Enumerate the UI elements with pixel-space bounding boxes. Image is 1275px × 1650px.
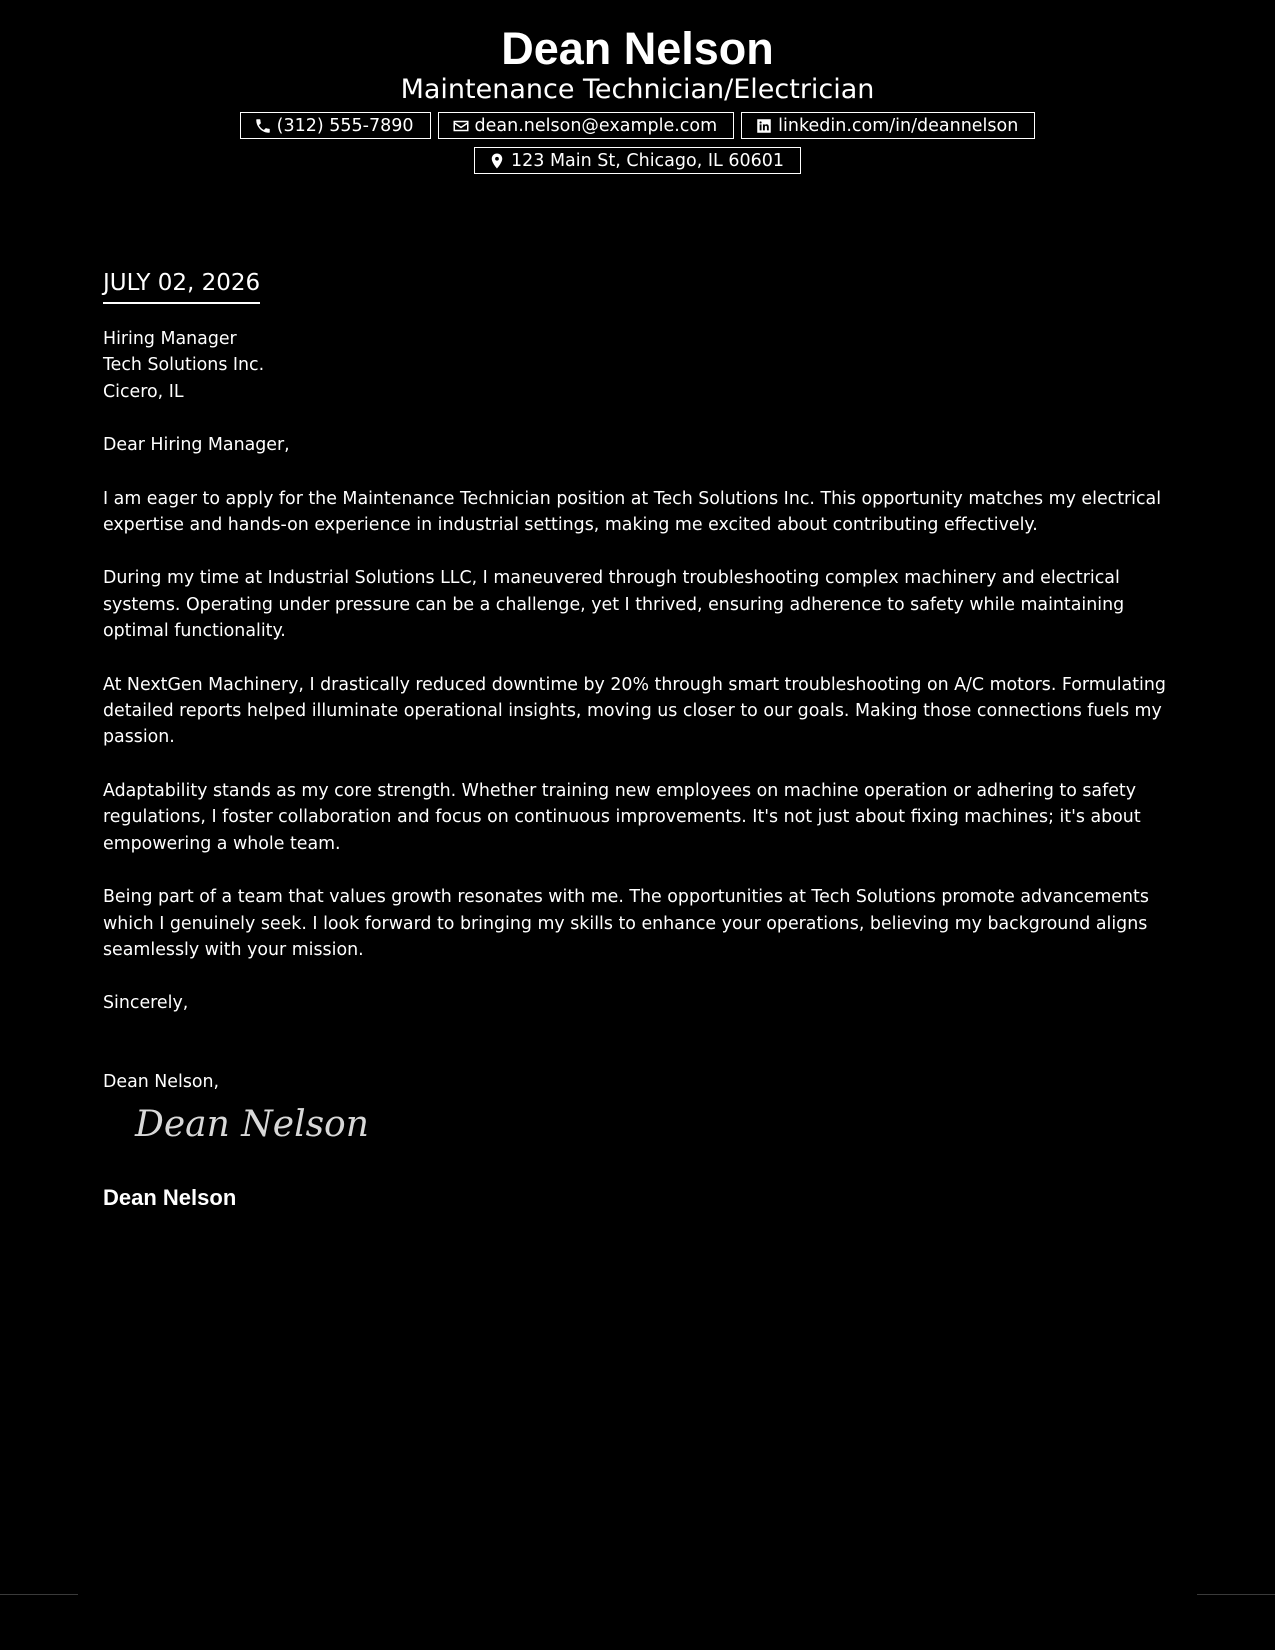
sign-off-name: Dean Nelson, xyxy=(103,1071,220,1092)
signature-text: Dean Nelson xyxy=(135,1104,369,1145)
phone-icon xyxy=(254,117,272,135)
footer-divider-right xyxy=(1197,1594,1275,1595)
contact-row-primary xyxy=(0,112,1275,139)
letter-date: JULY 02, 2026 xyxy=(103,268,260,304)
paragraph-4: Adaptability stands as my core strength. Whether training new employees on machine operation or adhering to safety regulations, I foster collaboration and focus on continuous improvements. It's not just about fixing machines; it's about empowering a whole team. xyxy=(103,780,1141,854)
resume-header xyxy=(0,22,1275,174)
contact-phone[interactable] xyxy=(240,112,431,139)
printed-name: Dean Nelson xyxy=(103,1185,237,1210)
applicant-role: Maintenance Technician/Electrician xyxy=(400,74,875,105)
contact-email-text: dean.nelson@example.com xyxy=(474,115,718,136)
paragraph-3: At NextGen Machinery, I drastically reduced downtime by 20% through smart troubleshooting on A/C motors. Formulating detailed reports helped illuminate operational insights, moving us closer to our goals. Making those connections fuels my passion. xyxy=(103,674,1166,748)
linkedin-icon xyxy=(755,117,773,135)
paragraph-1: I am eager to apply for the Maintenance Technician position at Tech Solutions Inc. This opportunity matches my electrical expertise and hands-on experience in industrial settings, making me excited about contributing effectively. xyxy=(103,488,1162,536)
contact-linkedin-text: linkedin.com/in/deannelson xyxy=(778,115,1019,136)
contact-linkedin[interactable] xyxy=(741,112,1035,139)
letter-body xyxy=(103,326,1183,1095)
applicant-name: Dean Nelson xyxy=(501,23,774,74)
closing: Sincerely, xyxy=(103,993,189,1014)
contact-address-text: 123 Main St, Chicago, IL 60601 xyxy=(510,150,784,171)
handwritten-signature xyxy=(133,1098,369,1152)
recipient-block xyxy=(103,326,1183,405)
map-marker-icon xyxy=(488,152,506,170)
contact-email[interactable] xyxy=(438,112,735,139)
recipient-title: Hiring Manager xyxy=(103,329,237,349)
envelope-icon xyxy=(452,117,470,135)
contact-phone-text: (312) 555-7890 xyxy=(276,115,414,136)
recipient-company: Tech Solutions Inc. xyxy=(103,355,265,376)
paragraph-2: During my time at Industrial Solutions LLC, I maneuvered through troubleshooting complex machinery and electrical systems. Operating under pressure can be a challenge, yet I thrived, ensuring adherence to safety while maintaining optimal functionality. xyxy=(103,568,1125,642)
contact-row-secondary xyxy=(0,147,1275,174)
footer-divider-left xyxy=(0,1594,78,1595)
salutation: Dear Hiring Manager, xyxy=(103,435,290,456)
paragraph-5: Being part of a team that values growth resonates with me. The opportunities at Tech Solutions promote advancements which I genuinely seek. I look forward to bringing my skills to enhance your operations, believing my background aligns seamlessly with your mission. xyxy=(103,887,1149,960)
recipient-location: Cicero, IL xyxy=(103,381,184,402)
contact-address[interactable] xyxy=(474,147,801,174)
